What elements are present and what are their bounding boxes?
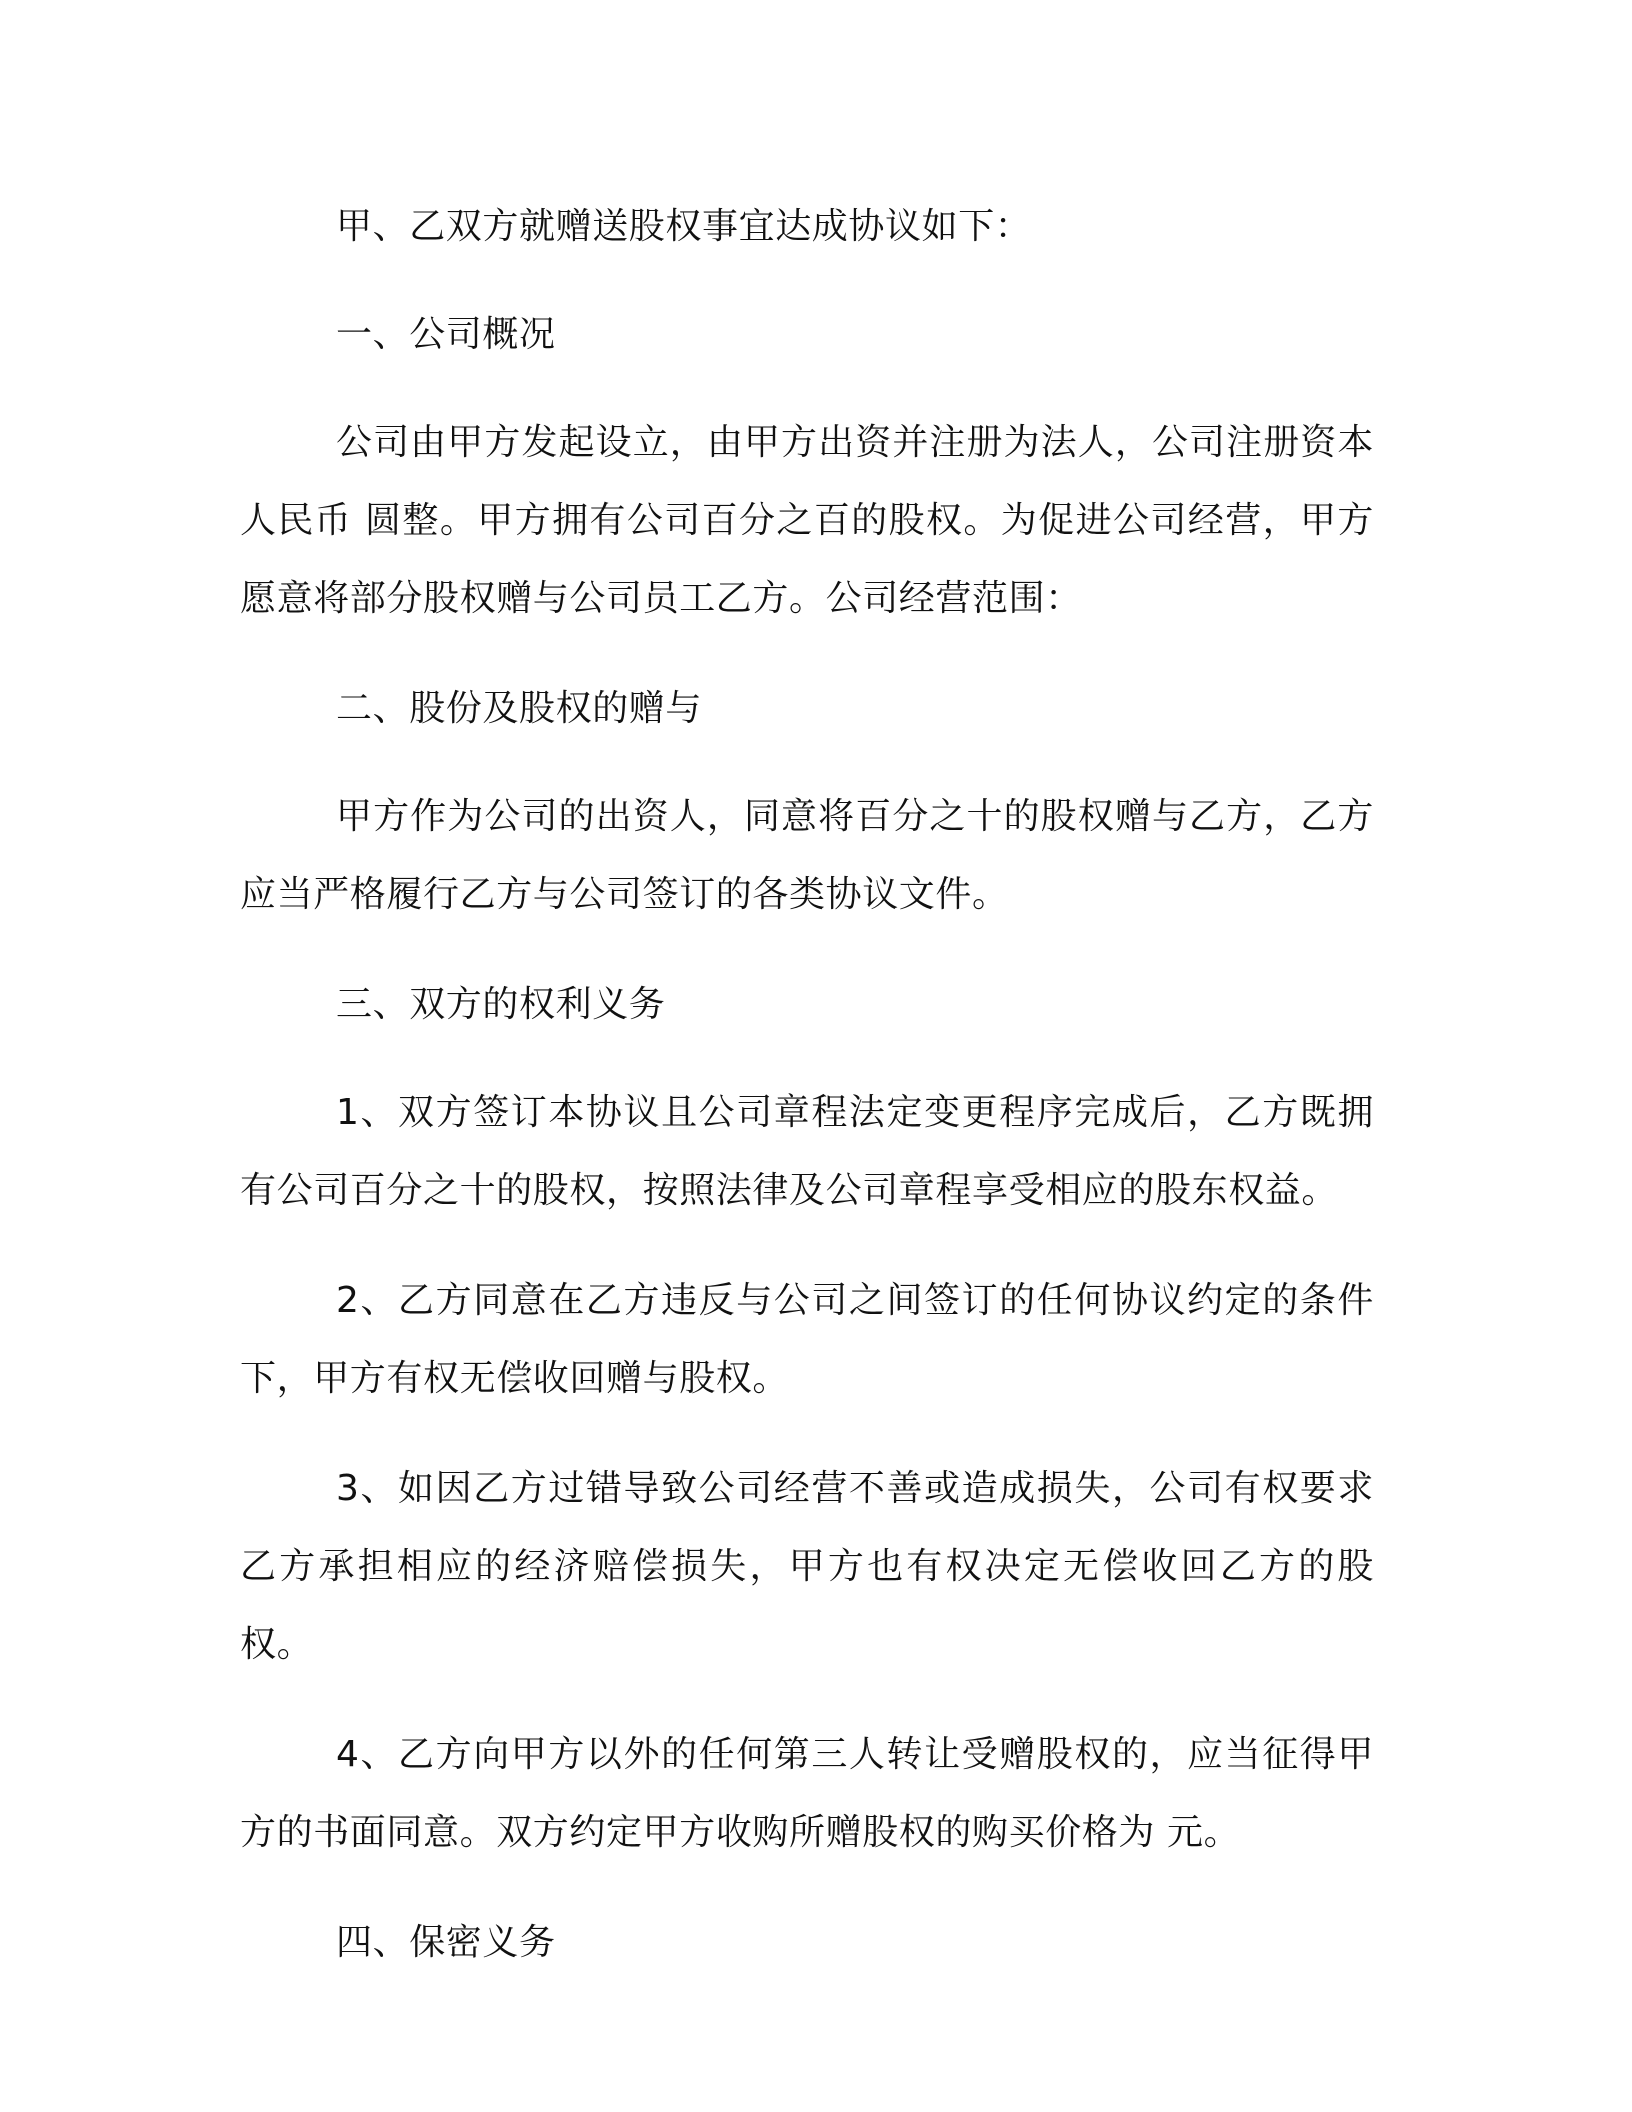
section-heading-confidentiality: 四、保密义务 bbox=[336, 1922, 556, 1963]
section-heading-rights-obligations: 三、双方的权利义务 bbox=[336, 984, 666, 1025]
clause-4: 4、乙方向甲方以外的任何第三人转让受赠股权的，应当征得甲方的书面同意。双方约定甲方收购所赠股权的购买价格为 元。 bbox=[240, 1734, 1374, 1853]
clause-1: 1、双方签订本协议且公司章程法定变更程序完成后，乙方既拥有公司百分之十的股权，按照法律及公司章程享受相应的股东权益。 bbox=[240, 1092, 1374, 1211]
clause-2: 2、乙方同意在乙方违反与公司之间签订的任何协议约定的条件下，甲方有权无偿收回赠与股权。 bbox=[240, 1280, 1374, 1399]
equity-gift-paragraph: 甲方作为公司的出资人，同意将百分之十的股权赠与乙方，乙方应当严格履行乙方与公司签订的各类协议文件。 bbox=[240, 796, 1374, 915]
agreement-body bbox=[240, 188, 1374, 1982]
intro-paragraph: 甲、乙双方就赠送股权事宜达成协议如下： bbox=[336, 206, 1032, 247]
company-overview-paragraph: 公司由甲方发起设立，由甲方出资并注册为法人，公司注册资本人民币 圆整。甲方拥有公司百分之百的股权。为促进公司经营，甲方愿意将部分股权赠与公司员工乙方。公司经营范围： bbox=[240, 422, 1374, 619]
section-heading-equity-gift: 二、股份及股权的赠与 bbox=[336, 688, 703, 729]
section-heading-company-overview: 一、公司概况 bbox=[336, 314, 556, 355]
clause-3: 3、如因乙方过错导致公司经营不善或造成损失，公司有权要求乙方承担相应的经济赔偿损失，甲方也有权决定无偿收回乙方的股权。 bbox=[240, 1468, 1374, 1665]
